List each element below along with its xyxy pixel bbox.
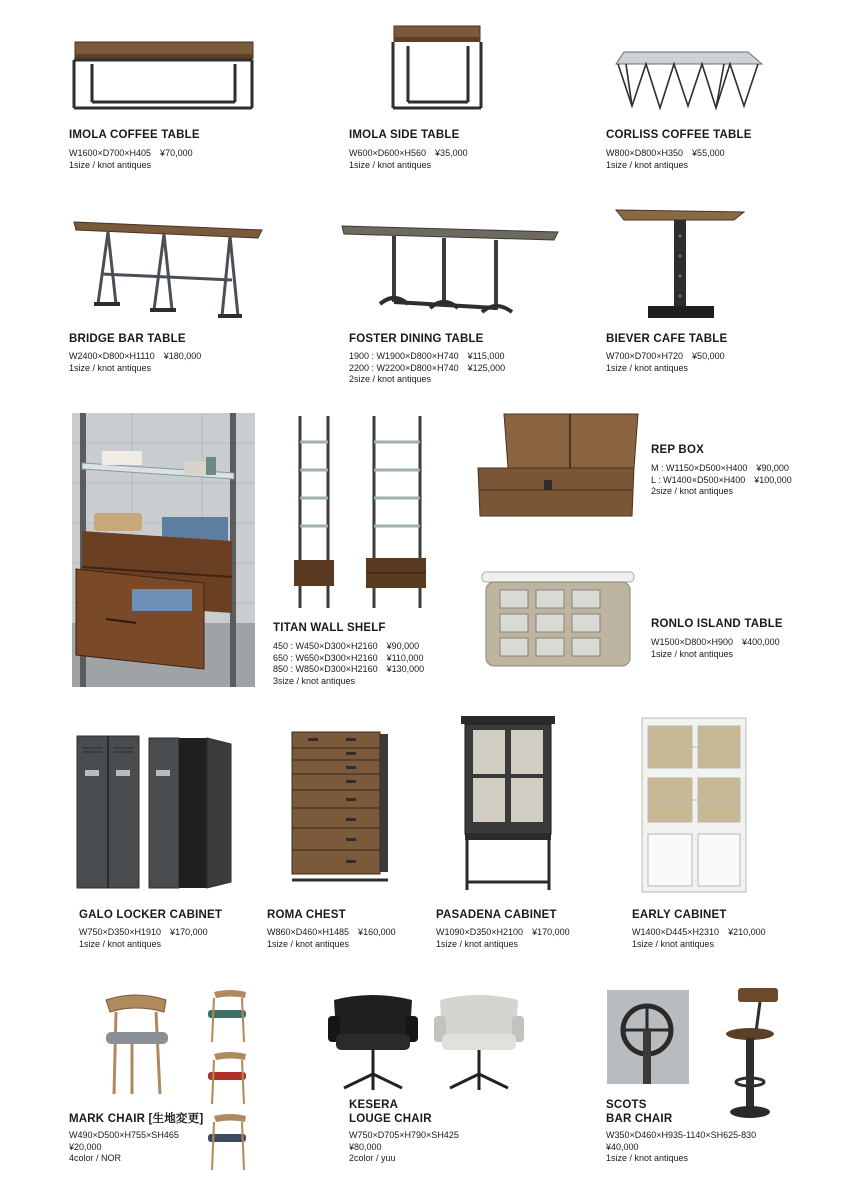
galo-title: GALO LOCKER CABINET [79, 909, 223, 921]
biever-cafe-table-image [612, 206, 747, 322]
scots-bar-chair-image [720, 986, 786, 1122]
ronlo-island-table-image [478, 570, 638, 672]
roma-title: ROMA CHEST [267, 909, 346, 921]
pasadena-specs: W1090×D350×H2100 ¥170,000 1size / knot antiques [436, 927, 570, 949]
rep-specs: M : W1150×D500×H400 ¥90,000 L : W1400×D500×H400 ¥100,000 2size / knot antiques [651, 463, 792, 497]
biever-specs: W700×D700×H720 ¥50,000 1size / knot antiques [606, 351, 725, 373]
kesera-lounge-chair-image [326, 990, 526, 1094]
scots-bar-chair-detail-photo [607, 990, 689, 1084]
imola-coffee-specs: W1600×D700×H405 ¥70,000 1size / knot antiques [69, 148, 193, 170]
titan-wall-shelf-image [288, 412, 433, 612]
corliss-specs: W800×D800×H350 ¥55,000 1size / knot antiques [606, 148, 725, 170]
ronlo-specs: W1500×D800×H900 ¥400,000 1size / knot antiques [651, 637, 780, 659]
galo-specs: W750×D350×H1910 ¥170,000 1size / knot antiques [79, 927, 208, 949]
mark-title: MARK CHAIR [生地変更] [69, 1113, 204, 1125]
bridge-bar-table-image [72, 218, 267, 323]
galo-locker-cabinet-image [75, 734, 235, 892]
corliss-title: CORLISS COFFEE TABLE [606, 129, 752, 141]
roma-chest-image [290, 730, 392, 888]
kesera-title: KESERA LOUGE CHAIR [349, 1099, 432, 1125]
titan-shelf-room-photo [72, 413, 255, 687]
titan-specs: 450 : W450×D300×H2160 ¥90,000 650 : W650×D300×H2160 ¥110,000 850 : W850×D300×H2160 ¥130,000 3size / knot antiques [273, 641, 425, 686]
kesera-specs: W750×D705×H790×SH425 ¥80,000 2color / yuu [349, 1130, 459, 1164]
mark-specs: W490×D500×H755×SH465 ¥20,000 4color / NOR [69, 1130, 179, 1164]
imola-coffee-table-image [70, 40, 260, 115]
imola-side-specs: W600×D600×H560 ¥35,000 1size / knot antiques [349, 148, 468, 170]
rep-box-image [474, 410, 640, 520]
imola-side-title: IMOLA SIDE TABLE [349, 129, 460, 141]
mark-chair-color-variants [204, 988, 250, 1176]
pasadena-title: PASADENA CABINET [436, 909, 557, 921]
roma-specs: W860×D460×H1485 ¥160,000 1size / knot antiques [267, 927, 396, 949]
imola-side-table-image [388, 24, 488, 114]
mark-chair-image [102, 990, 172, 1098]
corliss-coffee-table-image [612, 46, 767, 114]
foster-dining-table-image [340, 222, 565, 322]
ronlo-title: RONLO ISLAND TABLE [651, 618, 783, 630]
bridge-title: BRIDGE BAR TABLE [69, 333, 186, 345]
titan-title: TITAN WALL SHELF [273, 622, 386, 634]
early-specs: W1400×D445×H2310 ¥210,000 1size / knot antiques [632, 927, 766, 949]
pasadena-cabinet-image [459, 714, 559, 894]
biever-title: BIEVER CAFE TABLE [606, 333, 728, 345]
early-cabinet-image [640, 716, 750, 896]
foster-title: FOSTER DINING TABLE [349, 333, 484, 345]
scots-title: SCOTS BAR CHAIR [606, 1099, 673, 1125]
foster-specs: 1900 : W1900×D800×H740 ¥115,000 2200 : W2200×D800×H740 ¥125,000 2size / knot antiques [349, 351, 506, 385]
imola-coffee-title: IMOLA COFFEE TABLE [69, 129, 200, 141]
bridge-specs: W2400×D800×H1110 ¥180,000 1size / knot antiques [69, 351, 202, 373]
early-title: EARLY CABINET [632, 909, 727, 921]
scots-specs: W350×D460×H935-1140×SH625-830 ¥40,000 1size / knot antiques [606, 1130, 757, 1164]
rep-title: REP BOX [651, 444, 704, 456]
